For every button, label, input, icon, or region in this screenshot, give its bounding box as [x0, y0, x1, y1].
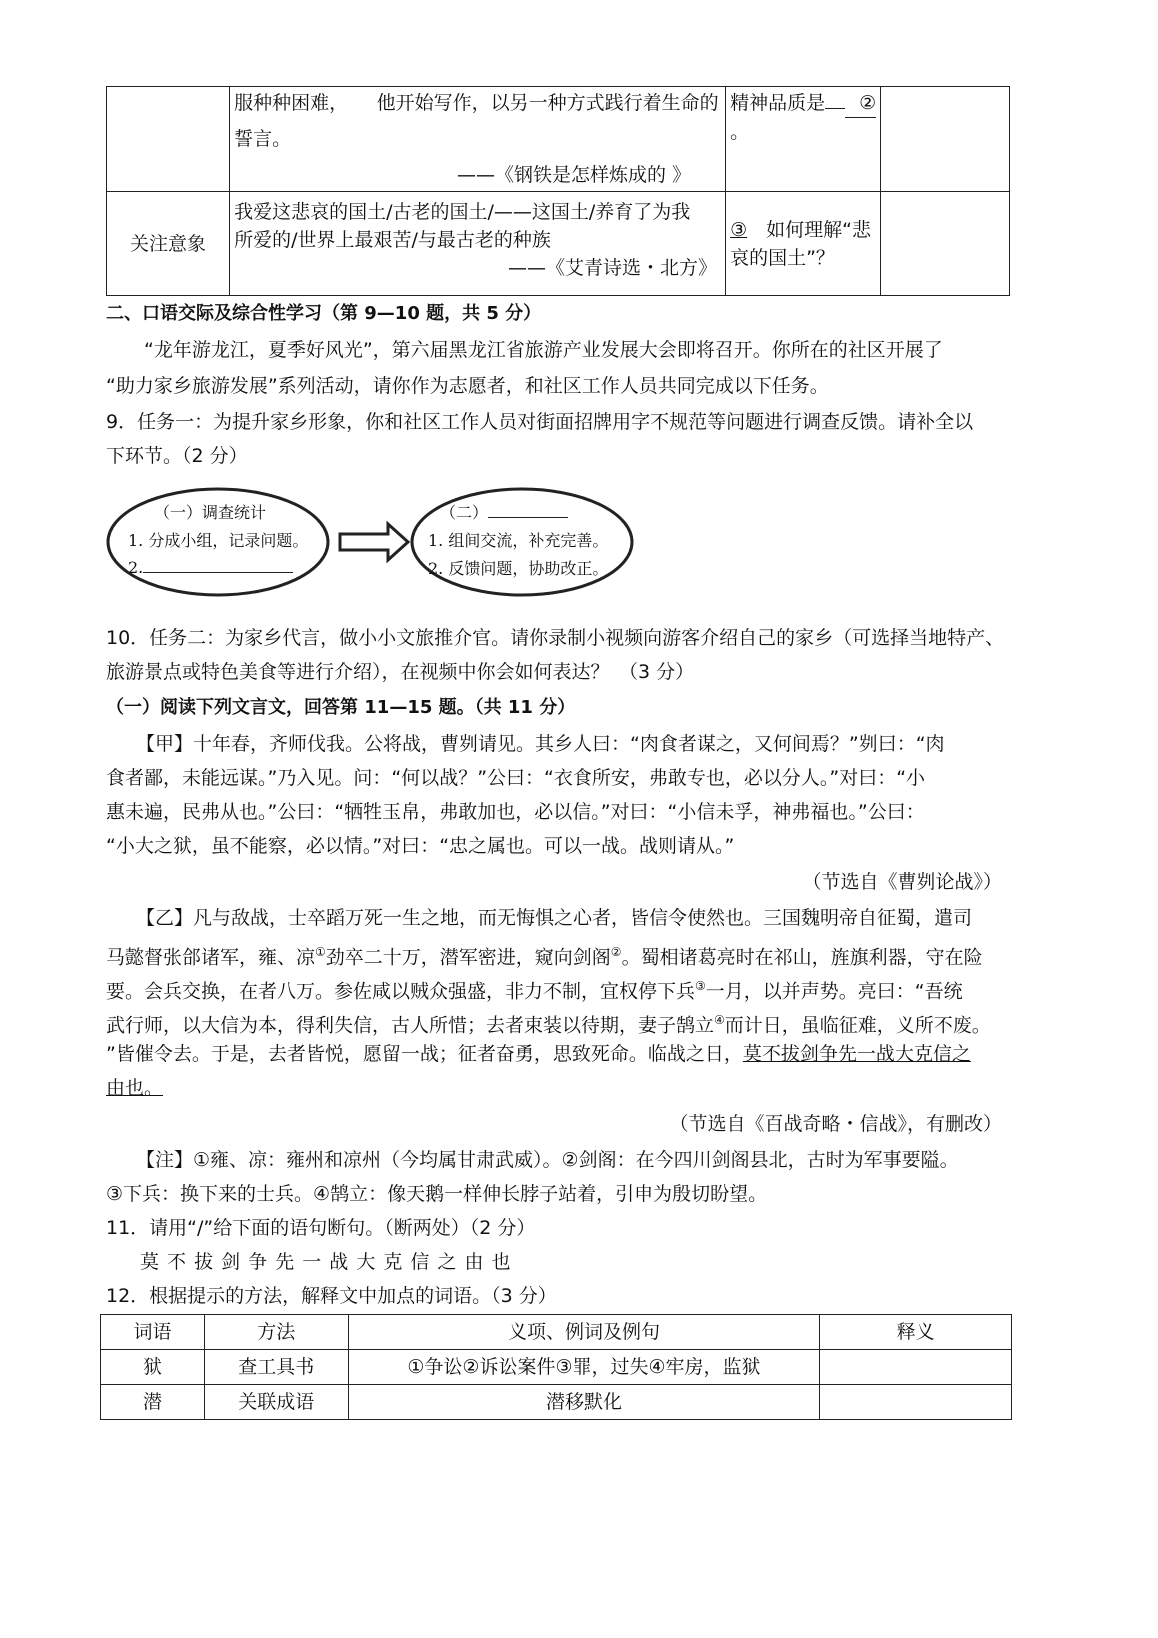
- top-table: [106, 86, 1010, 296]
- table-cell: [230, 192, 726, 296]
- answer-cell[interactable]: [820, 1385, 1012, 1420]
- fill-blank: [143, 556, 293, 573]
- passage-jia-source: （节选自《曹刿论战》）: [802, 871, 1002, 893]
- table-cell: ①争讼②诉讼案件③罪，过失④牢房，监狱: [348, 1350, 819, 1385]
- text: 要。会兵交换，在者八万。参佐咸以贼众强盛，非力不制，宜权停下兵: [106, 980, 696, 1003]
- text: ”皆催令去。于是，去者皆悦，愿留一战；征者奋勇，思致死命。临战之日，: [106, 1043, 743, 1065]
- cell-text: 誓言。: [234, 128, 292, 150]
- right-item-1: 1. 组间交流，补充完善。: [428, 531, 609, 550]
- paragraph-line: “龙年游龙江，夏季好风光”，第六届黑龙江省旅游产业发展大会即将召开。你所在的社区开展了: [144, 339, 943, 361]
- question-end: 。: [730, 121, 750, 143]
- reading-title: （一）阅读下列文言文，回答第 11—15 题。（共 11 分）: [106, 697, 576, 718]
- note-marker: ③: [695, 979, 706, 993]
- table-header: 方法: [204, 1315, 348, 1350]
- cell-text: 我爱这悲哀的国土/古老的国土/——这国土/养育了为我: [234, 201, 691, 223]
- question-10: 10．任务二：为家乡代言，做小小文旅推介官。请你录制小视频向游客介绍自己的家乡（可选择当地特产、: [106, 627, 1005, 649]
- text: 而计日，虽临征难，义所不废。: [724, 1014, 991, 1037]
- text: 一月，以并声势。亮曰：“吾统: [705, 980, 963, 1003]
- text: 。蜀相诸葛亮时在祁山，旌旗利器，守在险: [621, 946, 983, 969]
- question-9-line2: 下环节。（2 分）: [106, 445, 248, 467]
- flow-diagram: [106, 486, 646, 598]
- left-item-1: 1. 分成小组，记录问题。: [128, 531, 309, 550]
- left-title: （一）调查统计: [154, 503, 267, 522]
- table-header: 词语: [101, 1315, 205, 1350]
- table-cell: [107, 87, 230, 192]
- source-text: ——《钢铁是怎样炼成的 》: [457, 164, 692, 186]
- underlined-text: 由也。: [106, 1077, 164, 1099]
- note-marker: ②: [610, 945, 622, 959]
- table-header: 义项、例词及例句: [348, 1315, 819, 1350]
- table-row: [101, 1350, 1012, 1385]
- question-mark: ③: [730, 218, 748, 241]
- passage-yi-line: 【乙】凡与敌战，士卒蹈万死一生之地，而无悔惧之心者，皆信令使然也。三国魏明帝自征蜀，遣司: [136, 907, 973, 929]
- question-10-line2: 旅游景点或特色美食等进行介绍），在视频中你会如何表达？ （3 分）: [106, 661, 695, 683]
- source-text: ——《艾青诗选・北方》: [508, 257, 718, 279]
- passage-yi-source: （节选自《百战奇略・信战》，有删改）: [669, 1113, 1002, 1135]
- passage-yi-line: [106, 1006, 991, 1039]
- right-item-2: 2. 反馈问题，协助改正。: [428, 559, 609, 578]
- question-9: 9．任务一：为提升家乡形象，你和社区工作人员对街面招牌用字不规范等问题进行调查反馈。请补全以: [106, 411, 974, 433]
- question-11-sentence: 莫 不 拔 剑 争 先 一 战 大 克 信 之 由 也: [140, 1251, 512, 1273]
- question-text: 如何理解“悲: [766, 218, 871, 241]
- table-cell: [726, 87, 881, 192]
- cell-text: 服种种困难， 他开始写作，以另一种方式践行着生命的: [234, 92, 719, 114]
- text: 劲卒二十万，潜军密进，窥向剑阁: [325, 946, 611, 969]
- underlined-text: 莫不拔剑争先一战大克信之: [742, 1043, 971, 1065]
- note-marker: ④: [714, 1013, 725, 1027]
- question-11: 11．请用“/”给下面的语句断句。（断两处）（2 分）: [106, 1217, 536, 1239]
- notes-line: 【注】①雍、凉：雍州和凉州（今均属甘肃武威）。②剑阁：在今四川剑阁县北，古时为军事要隘。: [136, 1149, 959, 1171]
- q12-table: [100, 1314, 1012, 1420]
- table-cell: 潜: [101, 1385, 205, 1420]
- section-title: 二、口语交际及综合性学习（第 9—10 题，共 5 分）: [106, 303, 542, 324]
- question-text: 哀的国土”？: [730, 246, 835, 269]
- answer-cell[interactable]: [820, 1350, 1012, 1385]
- paragraph-line: “助力家乡旅游发展”系列活动，请你作为志愿者，和社区工作人员共同完成以下任务。: [106, 375, 829, 397]
- table-header: 释义: [820, 1315, 1012, 1350]
- table-cell: [881, 87, 1010, 192]
- table-cell: 狱: [101, 1350, 205, 1385]
- table-row: [101, 1385, 1012, 1420]
- table-cell: 查工具书: [204, 1350, 348, 1385]
- answer-blank: ②: [845, 89, 876, 118]
- passage-yi-line: [106, 972, 963, 1005]
- passage-jia-line: 【甲】十年春，齐师伐我。公将战，曹刿请见。其乡人曰：“肉食者谋之，又何间焉？”刿曰：“肉: [136, 733, 945, 755]
- text: 武行师，以大信为本，得利失信，古人所惜；去者束装以待期，妻子鹄立: [106, 1014, 715, 1037]
- note-marker: ①: [315, 945, 326, 959]
- question-12: 12．根据提示的方法，解释文中加点的词语。（3 分）: [106, 1285, 557, 1307]
- table-cell: [726, 192, 881, 296]
- arrow-icon: [340, 524, 408, 560]
- passage-jia-line: 食者鄙，未能远谋。”乃入见。问：“何以战？”公曰：“衣食所安，弗敢专也，必以分人。”对曰：“小: [106, 767, 926, 789]
- passage-yi-line: [106, 938, 983, 971]
- fill-blank: [488, 501, 568, 518]
- passage-jia-line: “小大之狱，虽不能察，必以情。”对曰：“忠之属也。可以一战。战则请从。”: [106, 835, 735, 857]
- table-cell: 潜移默化: [348, 1385, 819, 1420]
- left-item-2: 2.: [128, 558, 144, 577]
- table-cell: [230, 87, 726, 192]
- table-cell: 关联成语: [204, 1385, 348, 1420]
- right-title: （二）: [440, 503, 489, 522]
- cell-text: 所爱的/世界上最艰苦/与最古老的种族: [234, 229, 551, 251]
- text: 马懿督张郃诸军，雍、凉: [106, 946, 316, 969]
- passage-yi-line: [106, 1040, 971, 1068]
- passage-jia-line: 惠未遍，民弗从也。”公曰：“牺牲玉帛，弗敢加也，必以信。”对曰：“小信未孚，神弗福也。”公曰：: [106, 801, 925, 823]
- question-text: 精神品质是: [730, 92, 826, 114]
- notes-line: ③下兵：换下来的士兵。④鹄立：像天鹅一样伸长脖子站着，引申为殷切盼望。: [106, 1183, 768, 1205]
- row-label: 关注意象: [107, 192, 230, 296]
- table-cell: [881, 192, 1010, 296]
